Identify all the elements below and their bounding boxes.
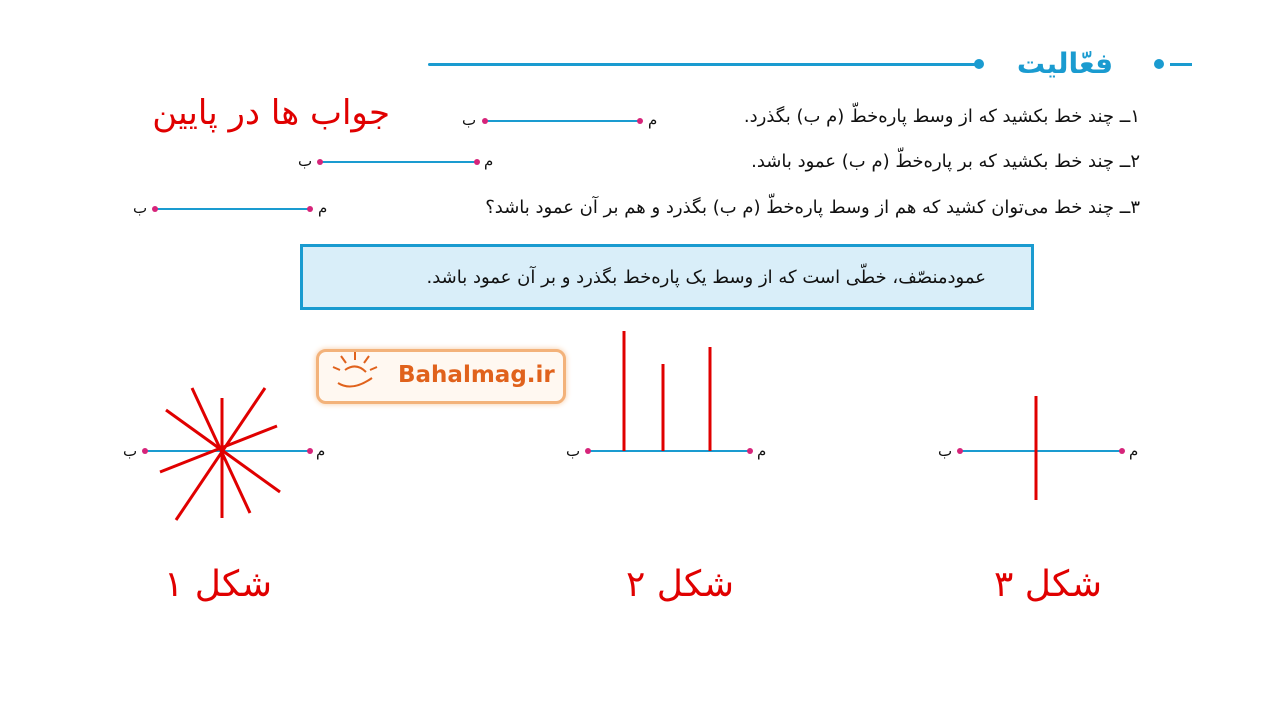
answers-note: جواب ها در پایین [152,93,390,133]
fig1-label-b: ب [123,442,138,460]
fig3-label-b: ب [938,442,953,460]
question-3: ۳ــ چند خط می‌توان کشید که هم از وسط پاره‌خطّ (م ب) بگذرد و هم بر آن عمود باشد؟ [485,197,1140,218]
figure-2-caption: شکل ۲ [625,564,735,605]
fig1-label-m: م [316,442,326,460]
fig1-line-4 [160,426,277,472]
fig3-endpoint-b [957,448,963,454]
q2-label-b: ب [298,152,313,170]
definition-text: عمودمنصّف، خطّی است که از وسط یک پاره‌خط بگذرد و بر آن عمود باشد. [426,267,986,288]
fig2-endpoint-m [747,448,753,454]
fig2-red-lines [624,331,710,451]
fig1-endpoint-b [142,448,148,454]
fig3-label-m: م [1129,442,1139,460]
q3-label-b: ب [133,199,148,217]
question-2: ۲ــ چند خط بکشید که بر پاره‌خطّ (م ب) عمود باشد. [751,151,1140,172]
q1-label-b: ب [462,111,477,129]
fig2-label-m: م [757,442,767,460]
figure-1 [142,388,313,520]
figure-3-caption: شکل ۳ [993,564,1103,605]
fig2-endpoint-b [585,448,591,454]
fig3-endpoint-m [1119,448,1125,454]
figure-1-caption: شکل ۱ [163,564,273,605]
figure-3 [957,396,1125,500]
figure-2 [585,331,753,454]
q3-label-m: م [318,199,328,217]
q1-label-m: م [648,111,658,129]
watermark-text: Bahalmag.ir [398,362,555,388]
q2-label-m: م [484,152,494,170]
question-1: ۱ــ چند خط بکشید که از وسط پاره‌خطّ (م ب) بگذرد. [743,106,1140,127]
fig2-label-b: ب [566,442,581,460]
activity-title: فعّالیت [1016,47,1114,80]
fig1-endpoint-m [307,448,313,454]
fig1-red-lines [160,388,280,520]
